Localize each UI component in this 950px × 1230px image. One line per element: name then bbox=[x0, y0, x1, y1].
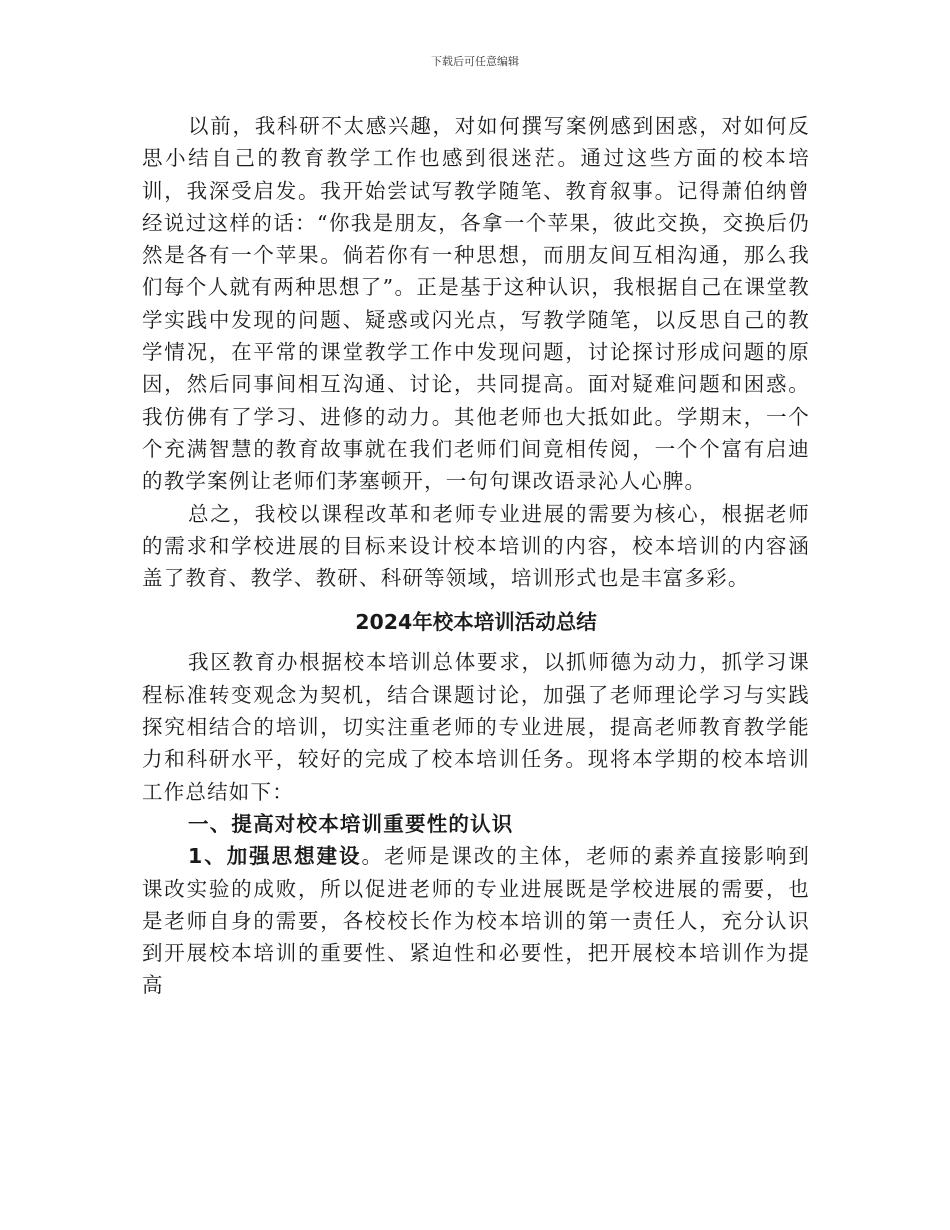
section-heading: 一、提高对校本培训重要性的认识 bbox=[188, 811, 514, 836]
paragraph-intro: 我区教育办根据校本培训总体要求，以抓师德为动力，抓学习课程标准转变观念为契机，结合课题讨论，加强了老师理论学习与实践探究相结合的培训，切实注重老师的专业进展，提高老师教育教学能力和科研水平，较好的完成了校本培训任务。现将本学期的校本培训工作总结如下： bbox=[142, 650, 810, 804]
paragraph-reflection: 以前，我科研不太感兴趣，对如何撰写案例感到困惑，对如何反思小结自己的教育教学工作也感到很迷茫。通过这些方面的校本培训，我深受启发。我开始尝试写教学随笔、教育叙事。记得萧伯纳曾经说过这样的话：“你我是朋友，各拿一个苹果，彼此交换，交换后仍然是各有一个苹果。倘若你有一种思想，而朋友间互相沟通，那么我们每个人就有两种思想了”。正是基于这种认识，我根据自己在课堂教学实践中发现的问题、疑惑或闪光点，写教学随笔，以反思自己的教学情况，在平常的课堂教学工作中发现问题，讨论探讨形成问题的原因，然后同事间相互沟通、讨论，共同提高。面对疑难问题和困惑。我仿佛有了学习、进修的动力。其他老师也大抵如此。学期末，一个个充满智慧的教育故事就在我们老师们间竟相传阅，一个个富有启迪的教学案例让老师们茅塞顿开，一句句课改语录沁人心脾。 bbox=[142, 114, 810, 494]
paragraph-lead: 1、加强思想建设 bbox=[188, 844, 362, 869]
paragraph-body: 。老师是课改的主体，老师的素养直接影响到课改实验的成败，所以促进老师的专业进展既是学校进展的需要，也是老师自身的需要，各校校长作为校本培训的第一责任人，充分认识到开展校本培训的重要性、紧迫性和必要性，把开展校本培训作为提高 bbox=[142, 844, 810, 998]
page-header: 下载后可任意编辑 bbox=[431, 55, 519, 68]
paragraph-ideology bbox=[142, 840, 810, 1001]
document-title: 2024年校本培训活动总结 bbox=[355, 610, 597, 635]
paragraph-summary: 总之，我校以课程改革和老师专业进展的需要为核心，根据老师的需求和学校进展的目标来设计校本培训的内容，校本培训的内容涵盖了教育、教学、教研、科研等领域，培训形式也是丰富多彩。 bbox=[142, 501, 810, 591]
document-body bbox=[142, 110, 810, 1002]
